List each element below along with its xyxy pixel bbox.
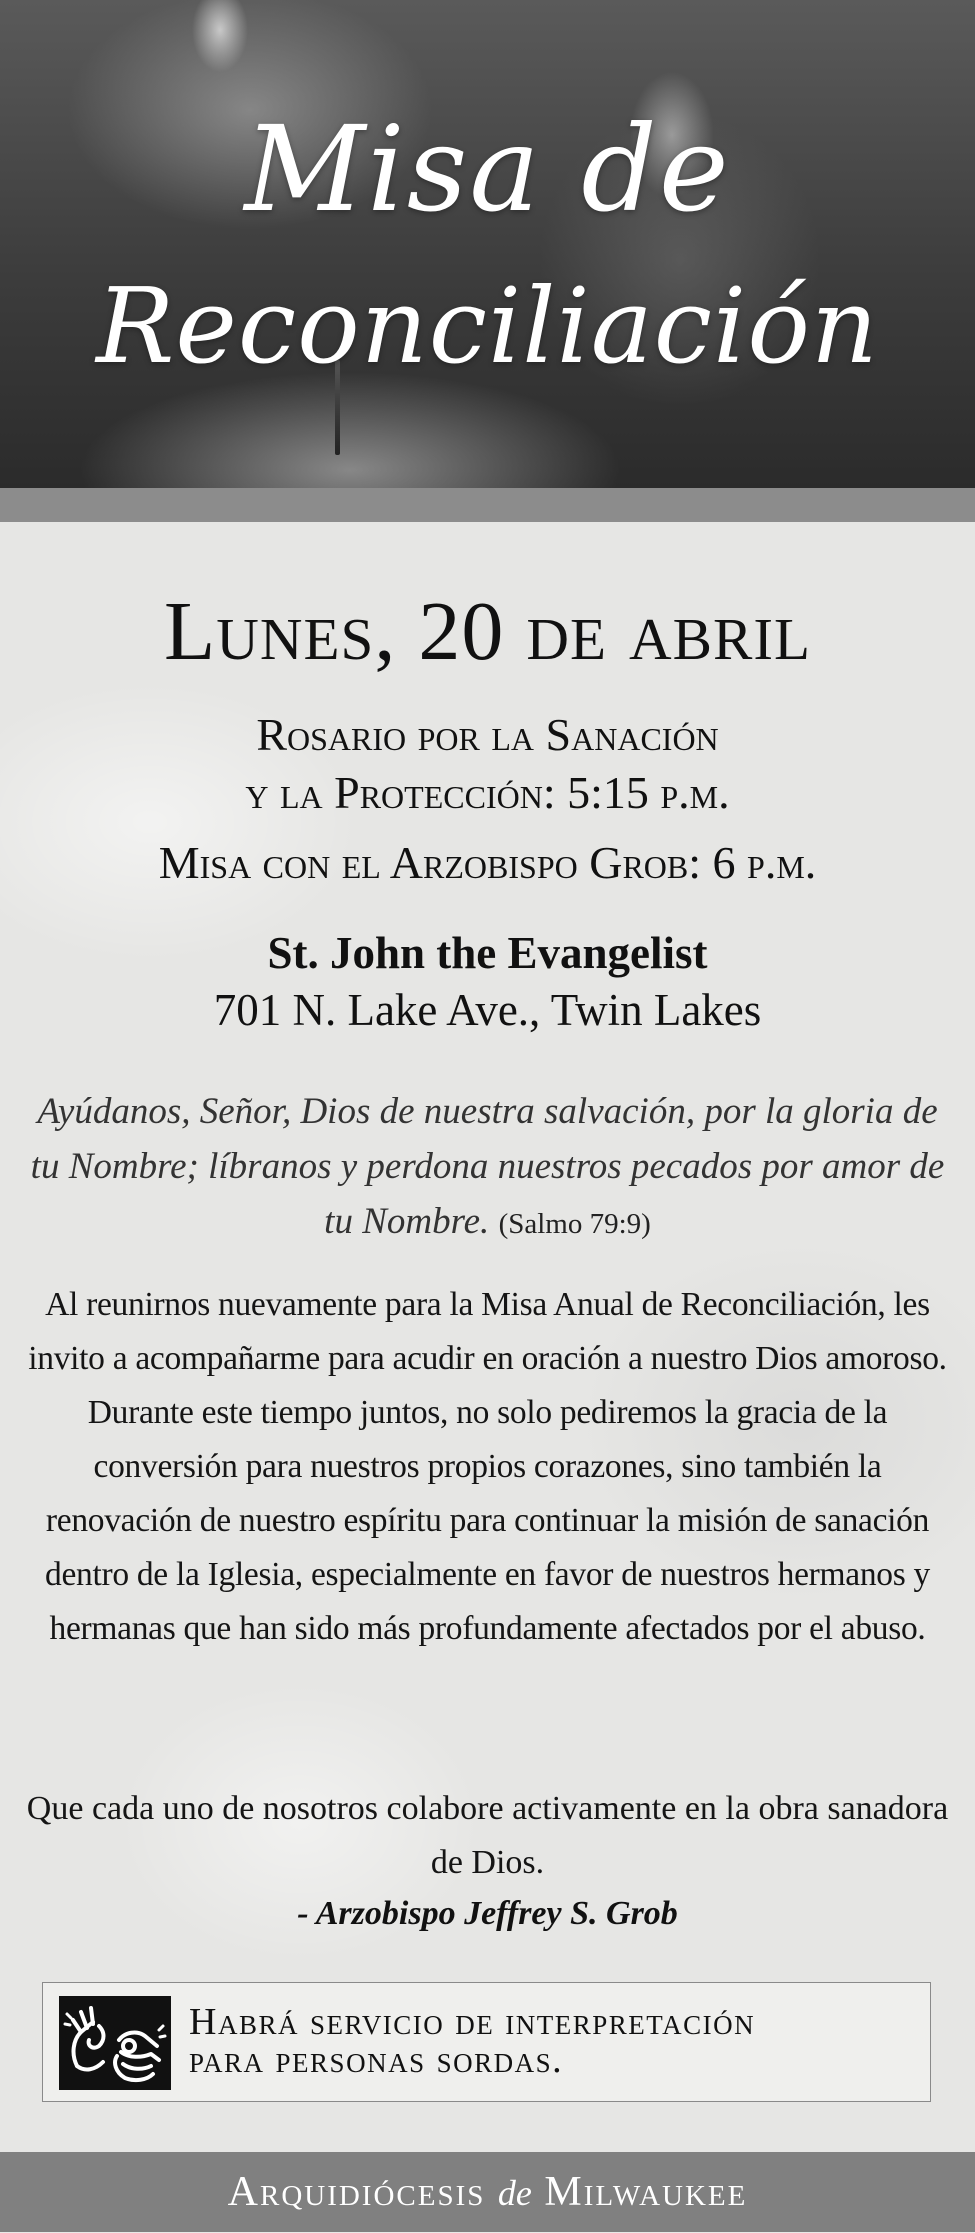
quote-text: Ayúdanos, Señor, Dios de nuestra salvación, por la gloria de tu Nombre; líbranos y perdona nuestros pecados por amor de tu Nombre.: [30, 1091, 945, 1242]
psalm-quote: [20, 1084, 955, 1252]
header-candle-banner: [0, 0, 975, 488]
notice-line-2: para personas sordas.: [189, 2039, 564, 2081]
rosary-time: [20, 706, 955, 822]
footer-word-1: Arquidiócesis: [227, 2169, 486, 2215]
event-date: Lunes, 20 de abril: [163, 585, 812, 678]
title-line-1: Misa de: [244, 100, 731, 238]
letter-closing: Que cada uno de nosotros colabore activamente en la obra sanadora de Dios.: [26, 1790, 949, 1881]
signature: - Arzobispo Jeffrey S. Grob: [297, 1895, 678, 1932]
mass-time: Misa con el Arzobispo Grob: 6 p.m.: [158, 837, 817, 888]
sign-language-icon: [59, 1996, 171, 2090]
footer-archdiocese: [0, 2152, 975, 2232]
title-line-2: Reconciliación: [96, 265, 879, 387]
rosary-line-2: y la Protección: 5:15 p.m.: [245, 767, 730, 818]
interpreter-notice: [42, 1982, 931, 2102]
church-address: 701 N. Lake Ave., Twin Lakes: [213, 985, 762, 1035]
main-content: [0, 522, 975, 2152]
notice-text: [189, 2003, 919, 2079]
header-divider-band: [0, 488, 975, 522]
church-name: St. John the Evangelist: [267, 928, 708, 978]
quote-reference: (Salmo 79:9): [498, 1208, 651, 1240]
footer-word-2: de: [497, 2173, 532, 2213]
footer-word-3: Milwaukee: [544, 2169, 748, 2215]
archbishop-letter: Al reunirnos nuevamente para la Misa Anual de Reconciliación, les invito a acompañarme para acudir en oración a nuestro Dios amoroso. Durante este tiempo juntos, no solo pediremos la gracia de la conversión para nuestros propios corazones, sino también la renovación de nuestro espíritu para continuar la misión de sanación dentro de la Iglesia, especialmente en favor de nuestros hermanos y hermanas que han sido más profundamente afectados por el abuso.: [28, 1286, 947, 1647]
rosary-line-1: Rosario por la Sanación: [256, 709, 719, 760]
notice-line-1: Habrá servicio de interpretación: [189, 2001, 756, 2043]
